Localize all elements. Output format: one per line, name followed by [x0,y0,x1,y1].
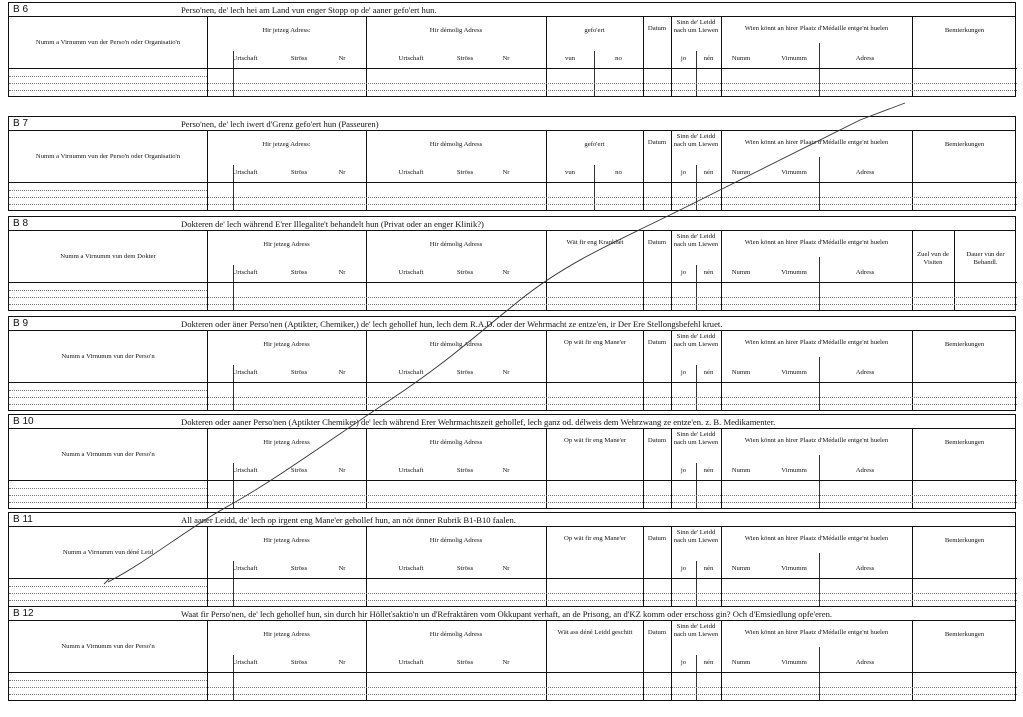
column-divider [819,647,820,700]
former-number-label: Nr [502,369,510,376]
row-divider [9,672,1017,673]
yes-label: jo [680,369,687,376]
number-label: Nr [338,169,346,176]
name-column-header: Numm a Virnumm vun der Perso'n [61,353,155,360]
row-divider [9,76,207,77]
section-code: B 8 [13,218,29,229]
no-label: nén [703,565,714,572]
medal-header: Wien könnt an hirer Plaatz d'Médaille entge'nt huelen [744,629,889,636]
former-address-header: Hir démolig Adress [429,141,483,148]
number-label: Nr [338,269,346,276]
name-column-header: Numm a Virnumm vun der Perso'n [61,451,155,458]
row-divider [9,297,1017,298]
from-label: vun [564,169,576,176]
medal-name-label: Numm [731,659,751,666]
column-divider [819,553,820,606]
column-divider [546,429,547,508]
transport-header: gefo'ert [584,141,605,148]
medal-name-label: Numm [731,369,751,376]
section-header [9,317,1015,331]
medal-name-label: Numm [731,467,751,474]
transport-header: gefo'ert [584,27,605,34]
former-locality-label: Urtschaft [398,369,424,376]
remarks-header: Bemierkungen [944,27,985,34]
section-code: B 12 [13,608,34,619]
former-address-header: Hir démolig Adress [429,537,483,544]
current-address-header: Hir jetzeg Adress [263,241,310,248]
name-column-header: Numm a Virnumm vun der Perso'n oder Organisatio'n [35,153,181,160]
number-label: Nr [338,659,346,666]
section-b6 [8,2,1016,97]
former-number-label: Nr [502,467,510,474]
section-b11 [8,512,1016,607]
row-divider [9,593,1017,594]
section-header [9,415,1015,429]
date-header: Datum [647,535,667,542]
street-label: Ströss [290,55,308,62]
former-locality-label: Urtschaft [398,169,424,176]
former-locality-label: Urtschaft [398,55,424,62]
no-label: nén [703,659,714,666]
number-label: Nr [338,467,346,474]
row-divider [9,304,1017,305]
column-divider [819,257,820,310]
column-divider [819,357,820,410]
medal-address-label: Adress [855,467,875,474]
former-number-label: Nr [502,565,510,572]
number-label: Nr [338,55,346,62]
locality-label: Urtschaft [232,269,258,276]
section-b10 [8,414,1016,509]
section-title: All aaner Leidd, de' lech op irgent eng Mane'er gehollef hun, an nöt önner Rubrik B1-B10 faalen. [181,515,516,525]
row-divider [9,382,1017,383]
medal-address-label: Adress [855,369,875,376]
row-divider [9,68,1017,69]
current-address-header: Hir jetzeg Adress: [262,141,311,148]
help-method-header: Wät ass déné Leidd geschitt [557,629,633,636]
former-address-header: Hir démolig Adress [429,631,483,638]
help-method-header: Op wät fir eng Mane'er [563,339,627,346]
section-b7 [8,116,1016,211]
former-locality-label: Urtschaft [398,659,424,666]
section-code: B 10 [13,416,34,427]
current-address-header: Hir jetzeg Adress: [262,27,311,34]
medal-address-label: Adress [855,565,875,572]
current-address-header: Hir jetzeg Adress [263,439,310,446]
suffered-header: Sinn de' Leidd nach um Liewen [673,233,719,248]
medal-header: Wien könnt an hirer Plaatz d'Médaille entge'nt huelen [744,25,889,32]
column-divider [546,621,547,700]
visits-header: Zuel vun de Visiten [917,251,949,266]
medal-address-label: Adress [855,55,875,62]
column-divider [546,231,547,310]
medal-name-label: Numm [731,565,751,572]
name-column-header: Numm a Virnumm vun der Perso'n [61,643,155,650]
former-street-label: Ströss [456,565,474,572]
section-title: Perso'nen, de' lech hei am Land vun enger Stopp op de' aaner gefo'ert hun. [181,5,437,15]
medal-firstname-label: Virnumm [781,659,807,666]
section-b8 [8,216,1016,311]
locality-label: Urtschaft [232,169,258,176]
section-header [9,607,1015,621]
row-divider [9,197,1017,198]
locality-label: Urtschaft [232,659,258,666]
street-label: Ströss [290,467,308,474]
suffered-header: Sinn de' Leidd nach um Liewen [673,623,719,638]
date-header: Datum [647,25,667,32]
section-header [9,217,1015,231]
column-divider [546,527,547,606]
current-address-header: Hir jetzeg Adress [263,631,310,638]
remarks-header: Bemierkungen [944,341,985,348]
former-address-header: Hir démolig Adress [429,241,483,248]
medal-address-label: Adress [855,659,875,666]
date-header: Datum [647,629,667,636]
section-header [9,513,1015,527]
section-b9 [8,316,1016,411]
locality-label: Urtschaft [232,467,258,474]
former-number-label: Nr [502,659,510,666]
section-header [9,3,1015,17]
current-address-header: Hir jetzeg Adress [263,537,310,544]
former-address-header: Hir démolig Adress [429,27,483,34]
section-b12 [8,606,1016,701]
medal-header: Wien könnt an hirer Plaatz d'Médaille entge'nt huelen [744,437,889,444]
medal-firstname-label: Virnumm [781,169,807,176]
row-divider [9,204,1017,205]
yes-label: jo [680,169,687,176]
remarks-header: Bemierkungen [944,141,985,148]
former-address-header: Hir démolig Adress [429,341,483,348]
section-code: B 9 [13,318,29,329]
medal-name-label: Numm [731,55,751,62]
medal-firstname-label: Virnumm [781,467,807,474]
date-header: Datum [647,437,667,444]
section-code: B 6 [13,4,29,15]
column-divider [912,231,913,310]
remarks-header: Bemierkungen [944,537,985,544]
column-divider [819,455,820,508]
column-divider [954,231,955,310]
section-title: Waat fir Perso'nen, de' lech gehollef hun, sin durch hir Hölleťsaktio'n un d'Refraktären vom Okkupant verhaft, an de Prisong, an d'KZ komm oder erschoss gin? Och d'Emsiedlung opfe'eren. [181,609,833,619]
former-address-header: Hir démolig Adress [429,439,483,446]
duration-header: Dauer vun der Behandl. [966,251,1005,266]
to-label: no [615,55,622,62]
row-divider [9,397,1017,398]
medal-header: Wien könnt an hirer Plaatz d'Médaille entge'nt huelen [744,139,889,146]
date-header: Datum [647,339,667,346]
section-title: Dokteren de' lech während E'rer Illegalite't behandelt hun (Privat oder an enger Klinik?) [181,219,484,229]
former-number-label: Nr [502,169,510,176]
medal-address-label: Adress [855,269,875,276]
medal-address-label: Adress [855,169,875,176]
row-divider [9,282,1017,283]
number-label: Nr [338,369,346,376]
medal-firstname-label: Virnumm [781,269,807,276]
row-divider [9,190,207,191]
medal-firstname-label: Virnumm [781,55,807,62]
row-divider [9,495,1017,496]
to-label: no [615,169,622,176]
remarks-header: Bemierkungen [944,631,985,638]
row-divider [9,586,207,587]
row-divider [9,290,207,291]
medal-firstname-label: Virnumm [781,369,807,376]
row-divider [9,90,1017,91]
former-street-label: Ströss [456,659,474,666]
column-divider [819,157,820,210]
former-street-label: Ströss [456,269,474,276]
help-method-header: Op wät fir eng Mane'er [563,535,627,542]
former-locality-label: Urtschaft [398,467,424,474]
date-header: Datum [647,239,667,246]
section-title: Dokteren oder aaner Perso'nen (Aptikter Chemiker) de' lech während Erer Wehrmachtszeit gehollef, lech ganz od. délweis dem Wehrzwang ze entze'en. z. B. Medikamenter. [181,417,776,427]
former-number-label: Nr [502,55,510,62]
no-label: nén [703,169,714,176]
suffered-header: Sinn de' Leidd nach um Liewen [673,19,719,34]
no-label: nén [703,467,714,474]
former-street-label: Ströss [456,369,474,376]
questionnaire-form [8,0,1016,712]
column-divider [546,331,547,410]
row-divider [9,694,1017,695]
help-method-header: Wät fir eng Krankhét [566,239,624,246]
from-label: vun [564,55,576,62]
medal-header: Wien könnt an hirer Plaatz d'Médaille entge'nt huelen [744,339,889,346]
medal-name-label: Numm [731,169,751,176]
street-label: Ströss [290,369,308,376]
remarks-header: Bemierkungen [944,439,985,446]
help-method-header: Op wät fir eng Mane'er [563,437,627,444]
locality-label: Urtschaft [232,55,258,62]
row-divider [9,488,207,489]
locality-label: Urtschaft [232,369,258,376]
section-code: B 11 [13,514,33,525]
medal-firstname-label: Virnumm [781,565,807,572]
yes-label: jo [680,55,687,62]
medal-header: Wien könnt an hirer Plaatz d'Médaille entge'nt huelen [744,239,889,246]
section-header [9,117,1015,131]
row-divider [9,578,1017,579]
row-divider [9,404,1017,405]
name-column-header: Numm a Virnumm vun déné Leid [62,549,154,556]
current-address-header: Hir jetzeg Adress [263,341,310,348]
section-title: Perso'nen, de' lech iwert d'Grenz gefo'ert hun (Passeuren) [181,119,379,129]
row-divider [9,390,207,391]
medal-header: Wien könnt an hirer Plaatz d'Médaille entge'nt huelen [744,535,889,542]
no-label: nén [703,369,714,376]
suffered-header: Sinn de' Leidd nach um Liewen [673,431,719,446]
row-divider [9,680,207,681]
medal-name-label: Numm [731,269,751,276]
street-label: Ströss [290,269,308,276]
row-divider [9,502,1017,503]
yes-label: jo [680,269,687,276]
former-street-label: Ströss [456,55,474,62]
former-street-label: Ströss [456,169,474,176]
column-divider [819,43,820,96]
former-number-label: Nr [502,269,510,276]
name-column-header: Numm a Virnumm vun dem Dokter [60,253,156,260]
suffered-header: Sinn de' Leidd nach um Liewen [673,529,719,544]
street-label: Ströss [290,659,308,666]
row-divider [9,600,1017,601]
yes-label: jo [680,659,687,666]
former-locality-label: Urtschaft [398,269,424,276]
date-header: Datum [647,139,667,146]
number-label: Nr [338,565,346,572]
street-label: Ströss [290,565,308,572]
former-locality-label: Urtschaft [398,565,424,572]
row-divider [9,182,1017,183]
former-street-label: Ströss [456,467,474,474]
row-divider [9,83,1017,84]
yes-label: jo [680,565,687,572]
suffered-header: Sinn de' Leidd nach um Liewen [673,133,719,148]
name-column-header: Numm a Virnumm vun der Perso'n oder Organisatio'n [35,39,181,46]
suffered-header: Sinn de' Leidd nach um Liewen [673,333,719,348]
row-divider [9,480,1017,481]
row-divider [9,687,1017,688]
street-label: Ströss [290,169,308,176]
no-label: nén [703,269,714,276]
no-label: nén [703,55,714,62]
locality-label: Urtschaft [232,565,258,572]
yes-label: jo [680,467,687,474]
section-code: B 7 [13,118,29,129]
section-title: Dokteren oder äner Perso'nen (Aptikter, Chemiker,) de' lech gehollef hun, lech dem R.A.D. oder der Wehrmacht ze entze'en, ir Der Ere Stellongsbefehl kruet. [181,319,723,329]
